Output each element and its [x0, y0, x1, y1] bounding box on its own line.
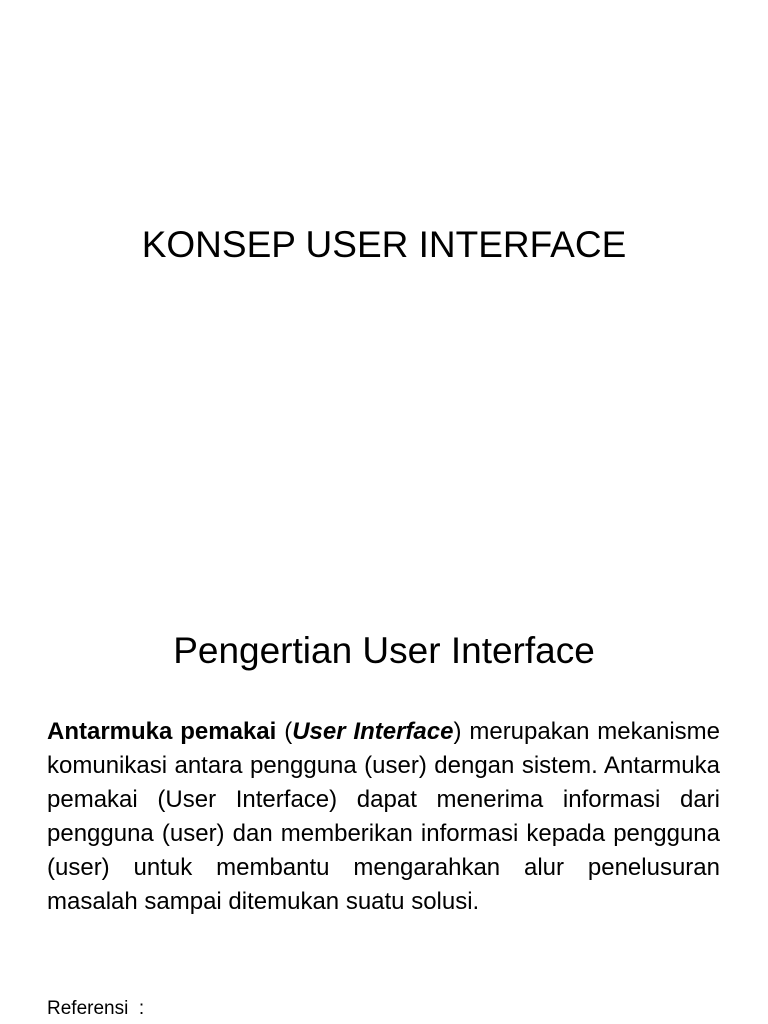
- term-italic: User Interface: [292, 718, 454, 745]
- slide-1-title: KONSEP USER INTERFACE: [141, 224, 627, 265]
- slide-2-title: Pengertian User Interface: [173, 630, 595, 671]
- slide-2: [0, 512, 768, 1024]
- paragraph-rest: ) merupakan mekanisme komunikasi antara pengguna (user) dengan sistem. Antarmuka pemakai (User Interface) dapat menerima informasi dari pengguna (user) dan memberikan informasi kepada pengguna (user) untuk membantu mengarahkan alur penelusuran masalah sampai ditemukan suatu solusi.: [47, 718, 721, 915]
- reference-label: Referensi :: [47, 998, 145, 1019]
- open-paren: (: [276, 718, 293, 745]
- definition-paragraph: [47, 715, 720, 919]
- term-bold: Antarmuka pemakai: [47, 718, 277, 745]
